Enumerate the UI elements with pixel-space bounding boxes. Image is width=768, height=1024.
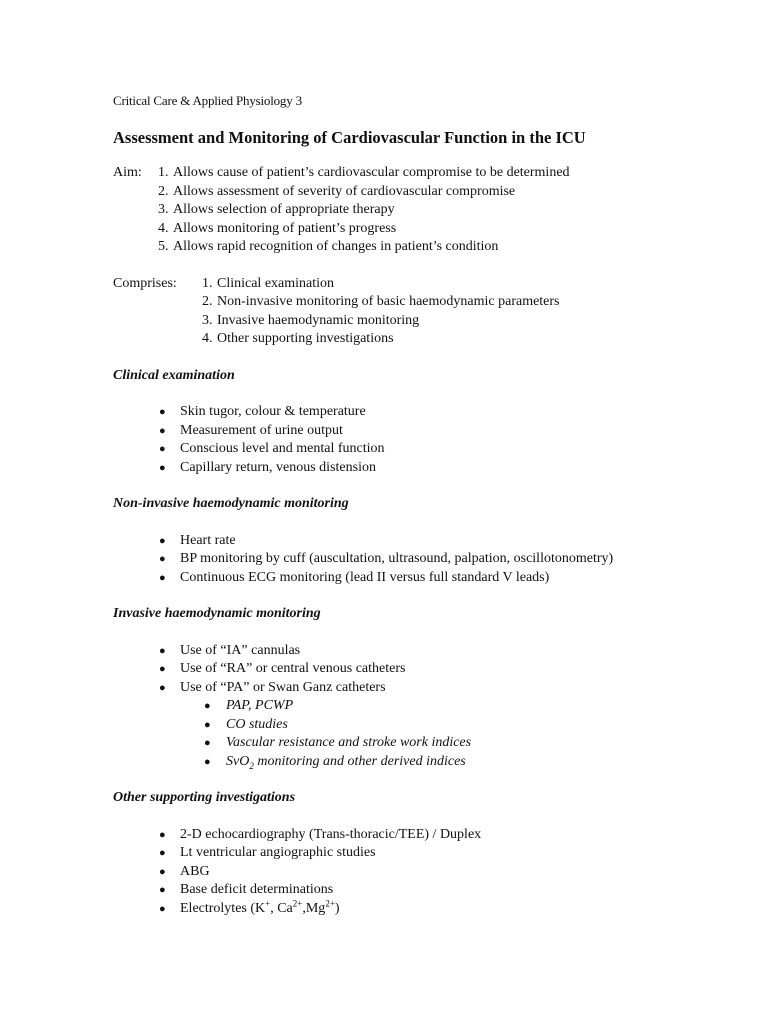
other-list [113,826,713,919]
bullet-icon: ● [159,828,166,841]
list-item: ● Use of “RA” or central venous catheters [113,660,713,679]
list-item: ● Use of “PA” or Swan Ganz catheters [113,679,713,698]
invasive-list [113,642,713,772]
sub-list-item: ● PAP, PCWP [113,697,713,716]
section-heading-noninvasive: Non-invasive haemodynamic monitoring [113,496,349,511]
section-heading-clinical: Clinical examination [113,367,235,383]
list-item: ● Capillary return, venous distension [113,459,713,478]
list-item: 4. Allows monitoring of patient’s progress [158,220,397,236]
bullet-icon: ● [159,534,166,547]
bullet-icon: ● [159,681,166,694]
list-item: 1. Clinical examination [202,275,335,291]
invasive-sub-list [113,697,713,771]
document-header: Critical Care & Applied Physiology 3 [113,93,302,108]
list-item: 5. Allows rapid recognition of changes in patient’s condition [158,239,499,254]
bullet-icon: ● [159,663,166,675]
comprises-block [113,275,713,349]
bullet-icon: ● [159,902,166,915]
list-item: 1. Allows cause of patient’s cardiovascular compromise to be determined [158,165,570,180]
sub-list-item: ● CO studies [113,716,713,735]
bullet-icon: ● [159,406,166,418]
bullet-icon: ● [159,461,166,474]
bullet-icon: ● [159,553,166,565]
bullet-icon: ● [204,718,211,731]
bullet-icon: ● [204,755,211,768]
list-item: ● Measurement of urine output [113,422,713,441]
list-item: ● Lt ventricular angiographic studies [113,844,713,863]
clinical-list [113,403,713,477]
noninvasive-list [113,532,713,588]
aim-list [158,164,570,257]
bullet-icon: ● [159,644,166,657]
list-item: 2. Non-invasive monitoring of basic haemodynamic parameters [202,294,560,309]
aim-label: Aim: [113,165,142,180]
comprises-label: Comprises: [113,275,177,291]
comprises-list [202,275,560,349]
document-title: Assessment and Monitoring of Cardiovascular Function in the ICU [113,127,586,147]
list-item: ● Skin tugor, colour & temperature [113,403,713,422]
list-item: ● Use of “IA” cannulas [113,642,713,661]
bullet-icon: ● [159,865,166,878]
list-item: ● 2-D echocardiography (Trans-thoracic/TEE) / Duplex [113,826,713,845]
list-item: 3. Allows selection of appropriate therapy [158,202,395,217]
list-item: 2. Allows assessment of severity of cardiovascular compromise [158,183,516,199]
list-item: ● Electrolytes (K+, $Ca^{2+},Mg^{2+}$) [113,900,713,919]
sub-list-item: ● SvO$_2$ monitoring and other derived indices [204,753,466,771]
sub-list-item: ● Vascular resistance and stroke work indices [113,734,713,753]
list-item: ● ABG [113,863,713,882]
sub-list-container [113,697,713,771]
bullet-icon: ● [159,443,166,455]
bullet-icon: ● [204,700,211,712]
section-heading-other: Other supporting investigations [113,790,296,805]
list-item: 4. Other supporting investigations [202,331,394,346]
document-page [113,92,713,936]
list-item: ● BP monitoring by cuff (auscultation, ultrasound, palpation, oscillotonometry) [113,550,713,569]
bullet-icon: ● [159,884,166,896]
bullet-icon: ● [159,424,166,437]
bullet-icon: ● [159,571,166,584]
aim-block [113,164,713,257]
list-item: ● Continuous ECG monitoring (lead II versus full standard V leads) [113,569,713,588]
list-item: 3. Invasive haemodynamic monitoring [202,312,420,328]
list-item: ● Base deficit determinations [113,881,713,900]
list-item: ● Conscious level and mental function [113,440,713,459]
list-item: ● Heart rate [113,532,713,551]
bullet-icon: ● [159,847,166,859]
bullet-icon: ● [204,737,211,749]
section-heading-invasive: Invasive haemodynamic monitoring [113,606,321,621]
